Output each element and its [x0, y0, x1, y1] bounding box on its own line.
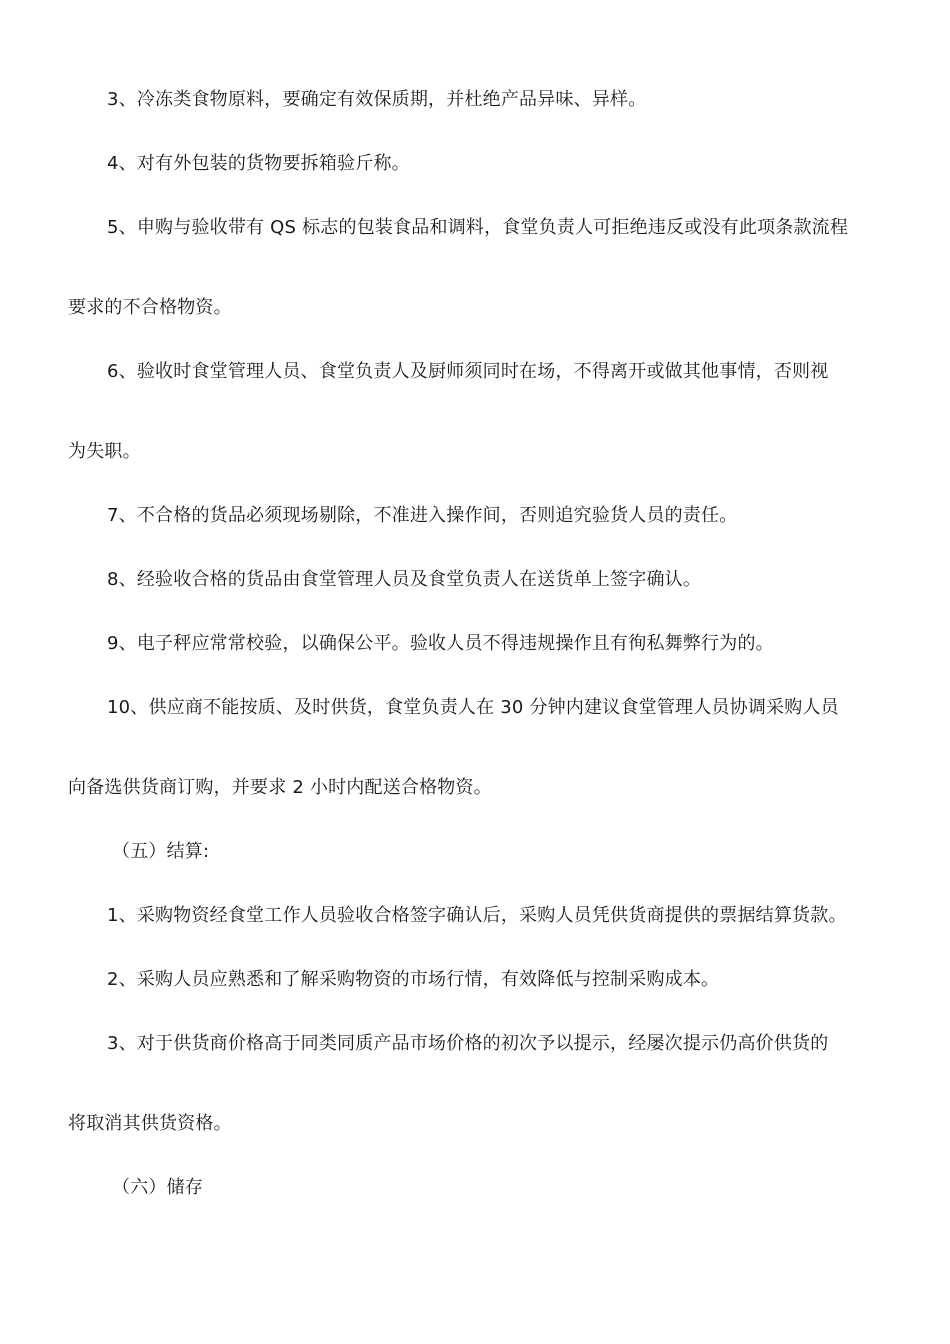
item-10-supplier-line1: 10、供应商不能按质、及时供货，食堂负责人在 30 分钟内建议食堂管理人员协调采购人员 [107, 697, 839, 718]
settlement-item-2: 2、采购人员应熟悉和了解采购物资的市场行情，有效降低与控制采购成本。 [107, 969, 720, 990]
item-7-reject-goods: 7、不合格的货品必须现场剔除，不准进入操作间，否则追究验货人员的责任。 [107, 505, 738, 526]
item-4-unpack-weigh: 4、对有外包装的货物要拆箱验斤称。 [107, 153, 410, 174]
item-6-inspection-line2: 为失职。 [68, 441, 141, 462]
section-heading-storage: （六）储存 [112, 1177, 203, 1198]
item-8-sign-confirm: 8、经验收合格的货品由食堂管理人员及食堂负责人在送货单上签字确认。 [107, 569, 702, 590]
item-6-inspection-line1: 6、验收时食堂管理人员、食堂负责人及厨师须同时在场，不得离开或做其他事情，否则视 [107, 361, 829, 382]
item-3-frozen-food: 3、冷冻类食物原料，要确定有效保质期，并杜绝产品异味、异样。 [107, 89, 647, 110]
item-10-supplier-line2: 向备选供货商订购，并要求 2 小时内配送合格物资。 [68, 777, 492, 798]
settlement-item-1: 1、采购物资经食堂工作人员验收合格签字确认后，采购人员凭供货商提供的票据结算货款。 [107, 905, 847, 926]
settlement-item-3-line2: 将取消其供货资格。 [68, 1113, 232, 1134]
item-5-qs-label-line2: 要求的不合格物资。 [68, 297, 232, 318]
settlement-item-3-line1: 3、对于供货商价格高于同类同质产品市场价格的初次予以提示，经屡次提示仍高价供货的 [107, 1033, 829, 1054]
section-heading-settlement: （五）结算: [112, 841, 210, 862]
item-9-scale-calibration: 9、电子秤应常常校验，以确保公平。验收人员不得违规操作且有徇私舞弊行为的。 [107, 633, 774, 654]
item-5-qs-label-line1: 5、申购与验收带有 QS 标志的包装食品和调料，食堂负责人可拒绝违反或没有此项条款流程 [107, 217, 849, 238]
